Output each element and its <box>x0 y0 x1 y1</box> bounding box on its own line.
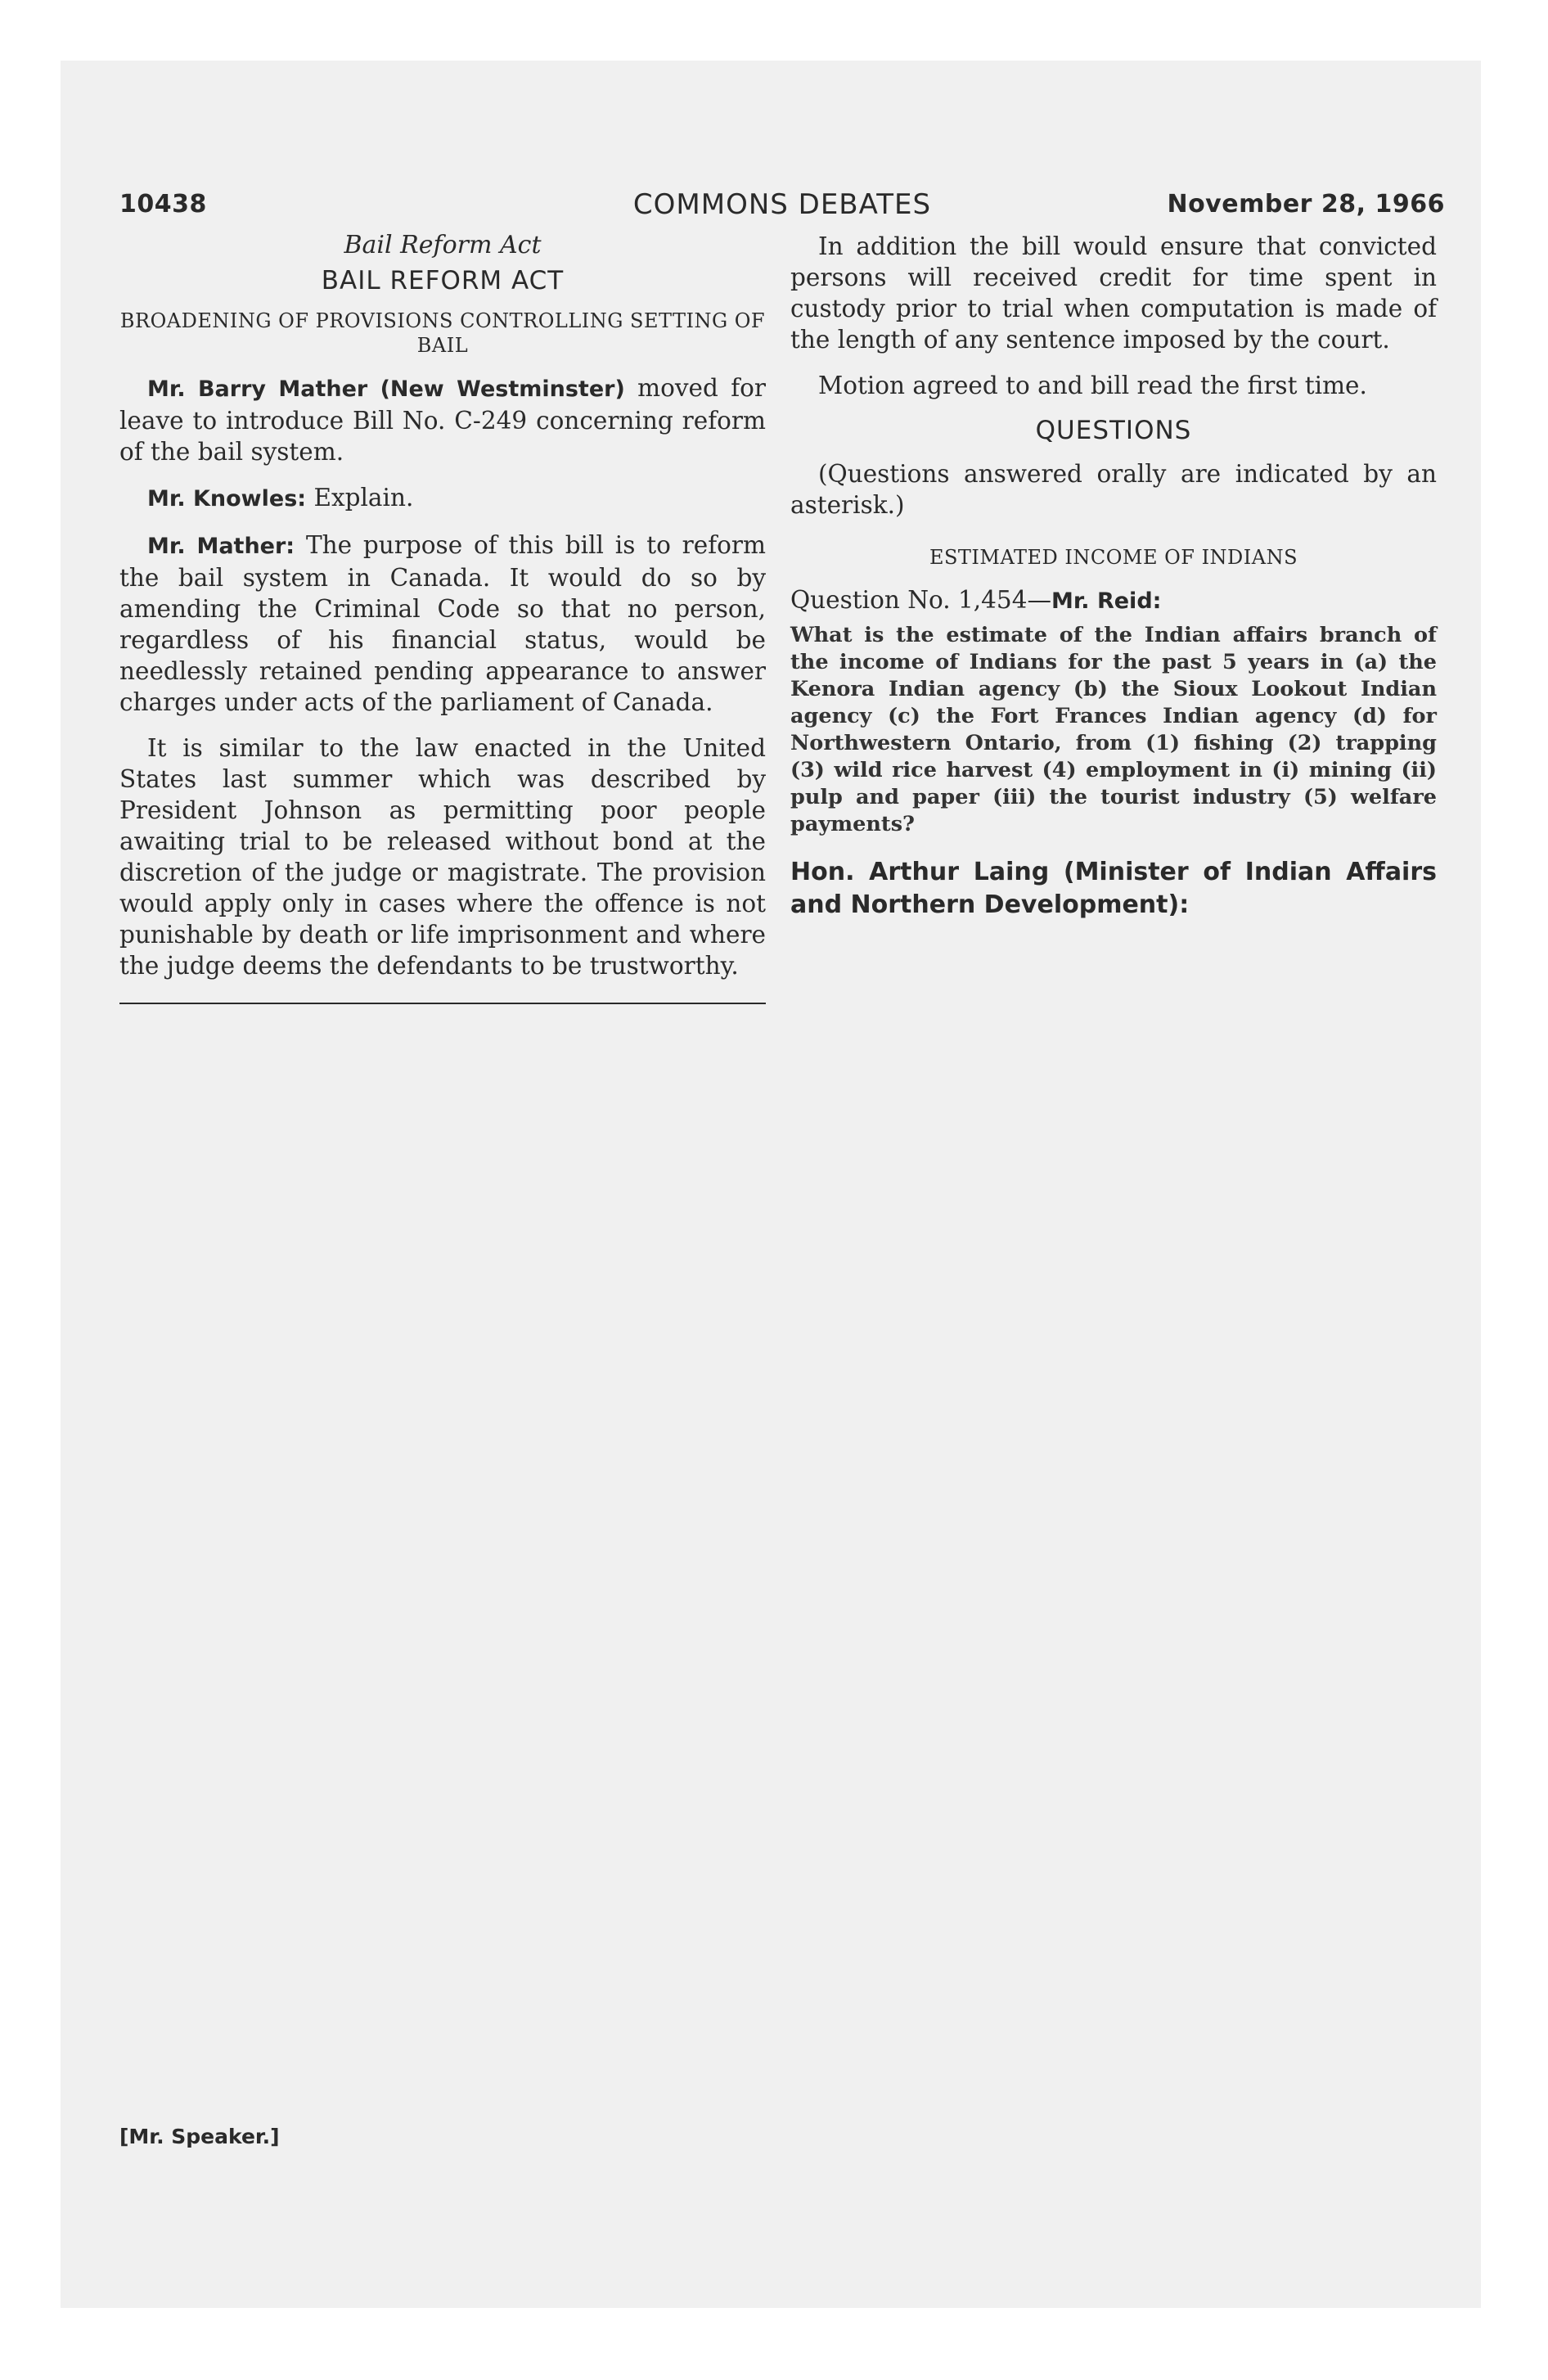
paragraph-text: Explain. <box>306 484 414 512</box>
left-column <box>119 231 766 1004</box>
running-subject: Bail Reform Act <box>344 231 542 259</box>
page-number: 10438 <box>119 190 207 219</box>
paragraph-text: moved for leave to introduce Bill No. C-249 concerning reform of the bail system. <box>119 374 767 466</box>
page-header <box>119 190 1445 223</box>
questions-heading: QUESTIONS <box>1035 416 1192 445</box>
paragraph <box>119 482 766 515</box>
question-text: What is the estimate of the Indian affairs branch of the income of Indians for the past 5 years in (a) the Kenora Indian agency (b) the Sioux Lookout Indian agency (c) the Fort Frances Indian agency (d) for Northwestern Ontario, from (1) fishing (2) trapping (3) wild rice harvest (4) employment in (i) mining (ii) pulp and paper (iii) the tourist industry (5) welfare payments? <box>790 623 1437 836</box>
estimated-income-heading: ESTIMATED INCOME OF INDIANS <box>929 546 1298 569</box>
speaker-name: Mr. Reid: <box>1051 588 1162 614</box>
minister-answer: Hon. Arthur Laing (Minister of Indian Affairs and Northern Development): <box>790 858 1437 919</box>
header-date: November 28, 1966 <box>1167 190 1445 219</box>
speaker-name: Mr. Mather: <box>147 534 295 559</box>
running-title: COMMONS DEBATES <box>632 188 932 221</box>
questions-note: (Questions answered orally are indicated by an asterisk.) <box>790 460 1437 519</box>
section-divider <box>119 1003 766 1004</box>
right-column <box>790 231 1437 922</box>
speaker-name: Mr. Barry Mather (New Westminster) <box>147 376 625 402</box>
paragraph <box>119 372 766 467</box>
paragraph: In addition the bill would ensure that convicted persons will received credit for time spent in custody prior to trial when computation is made of the length of any sentence imposed by the court. <box>790 232 1437 354</box>
section-heading: BAIL REFORM ACT <box>321 266 565 295</box>
paragraph: It is similar to the law enacted in the United States last summer which was described by President Johnson as permitting poor people awaiting trial to be released without bond at the discretion of the judge or magistrate. The provision would apply only in cases where the offence is not punishable by death or life imprisonment and where the judge deems the defendants to be trustworthy. <box>119 734 766 980</box>
speaker-name: Mr. Knowles: <box>147 486 307 512</box>
paragraph-text: The purpose of this bill is to reform the bail system in Canada. It would do so by amending the Criminal Code so that no person, regardless of his financial status, would be needlessly retained pending appearance to answer charges under acts of the parliament of Canada. <box>119 531 766 716</box>
question-label: Question No. 1,454— <box>790 586 1051 614</box>
section-subheading: BROADENING OF PROVISIONS CONTROLLING SETTING OF BAIL <box>119 309 766 357</box>
paragraph: Motion agreed to and bill read the first time. <box>818 372 1367 399</box>
paragraph <box>119 530 766 718</box>
footer-note: [Mr. Speaker.] <box>119 2125 280 2148</box>
question-line <box>790 584 1437 617</box>
